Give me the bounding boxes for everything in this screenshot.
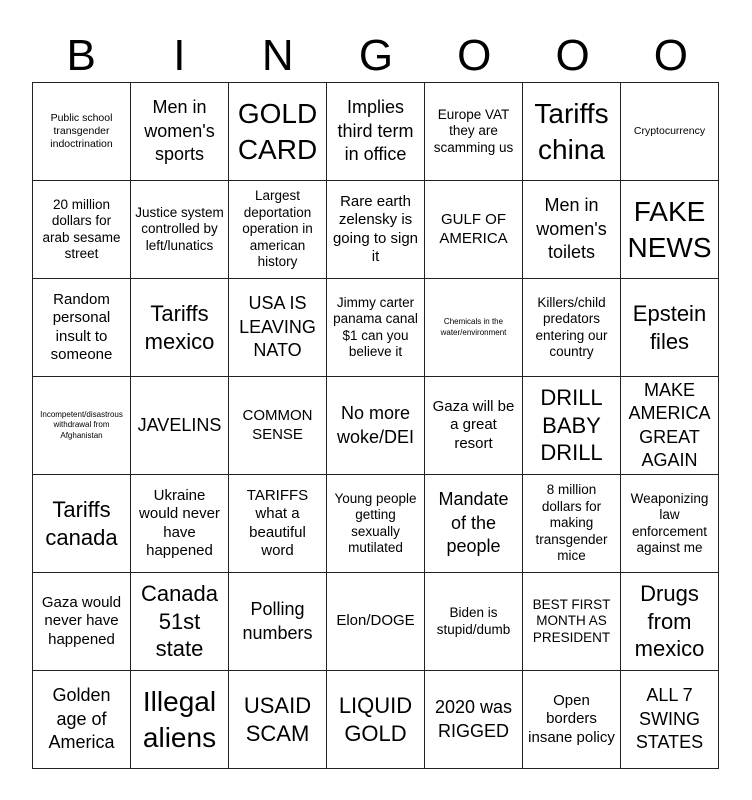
bingo-cell[interactable] [523, 181, 621, 279]
bingo-cell[interactable] [229, 573, 327, 671]
bingo-cell[interactable] [523, 83, 621, 181]
bingo-cell[interactable] [327, 671, 425, 769]
bingo-cell[interactable] [425, 671, 523, 769]
bingo-cell[interactable] [621, 83, 719, 181]
cell-text: Drugs from mexico [634, 581, 705, 662]
cell-text: 2020 was RIGGED [434, 697, 513, 741]
bingo-header [32, 30, 720, 82]
bingo-cell[interactable] [523, 377, 621, 475]
bingo-card [32, 82, 719, 769]
bingo-cell[interactable] [131, 181, 229, 279]
cell-text: Epstein files [632, 301, 707, 354]
bingo-cell[interactable] [523, 279, 621, 377]
bingo-cell[interactable] [621, 573, 719, 671]
cell-text: Tariffs china [534, 97, 609, 165]
bingo-cell[interactable] [327, 279, 425, 377]
cell-text: ALL 7 SWING STATES [635, 685, 704, 753]
cell-text: No more woke/DEI [336, 403, 415, 447]
bingo-cell[interactable] [33, 279, 131, 377]
cell-text: Young people getting sexually mutilated [334, 490, 417, 555]
bingo-cell[interactable] [229, 377, 327, 475]
cell-text: Cryptocurrency [633, 125, 706, 138]
bingo-cell[interactable] [621, 377, 719, 475]
bingo-cell[interactable] [131, 475, 229, 573]
cell-text: Ukraine would never have happened [139, 486, 220, 559]
header-letter-n: N [261, 31, 294, 80]
header-letter-b: B [66, 31, 96, 80]
cell-text: 8 million dollars for making transgender mice [535, 482, 608, 564]
bingo-cell[interactable] [33, 475, 131, 573]
bingo-cell[interactable] [425, 475, 523, 573]
bingo-cell[interactable] [229, 475, 327, 573]
cell-text: Mandate of the people [438, 489, 509, 557]
bingo-cell[interactable] [33, 671, 131, 769]
cell-text: Jimmy carter panama canal $1 can you believe it [333, 294, 418, 359]
cell-text: Gaza will be a great resort [432, 398, 515, 452]
cell-text: Chemicals in the water/environment [440, 317, 507, 337]
bingo-cell[interactable] [621, 279, 719, 377]
bingo-cell[interactable] [621, 181, 719, 279]
cell-text: Open borders insane policy [528, 692, 615, 746]
cell-text: Gaza would never have happened [41, 594, 122, 648]
cell-text: Tariffs canada [45, 497, 118, 550]
cell-text: Europe VAT they are scamming us [433, 106, 514, 155]
header-letter-o-1: O [457, 31, 492, 80]
bingo-cell[interactable] [229, 181, 327, 279]
cell-text: GOLD CARD [237, 97, 318, 165]
header-letter-o-2: O [555, 31, 590, 80]
cell-text: Illegal aliens [142, 685, 217, 753]
bingo-cell[interactable] [229, 279, 327, 377]
cell-text: LIQUID GOLD [338, 693, 413, 746]
cell-text: Implies third term in office [337, 97, 414, 165]
cell-text: Incompetent/disastrous withdrawal from Afghanistan [40, 409, 123, 440]
bingo-cell[interactable] [131, 377, 229, 475]
bingo-cell[interactable] [327, 377, 425, 475]
cell-text: Largest deportation operation in american history [242, 188, 313, 270]
cell-text: Canada 51st state [140, 581, 219, 662]
bingo-cell[interactable] [33, 377, 131, 475]
bingo-cell[interactable] [131, 573, 229, 671]
cell-text: TARIFFS what a beautiful word [246, 486, 309, 559]
bingo-cell[interactable] [523, 671, 621, 769]
cell-text: DRILL BABY DRILL [540, 385, 603, 466]
cell-text: Golden age of America [48, 685, 115, 753]
bingo-cell[interactable] [621, 475, 719, 573]
bingo-cell[interactable] [33, 181, 131, 279]
cell-text: USAID SCAM [243, 693, 312, 746]
bingo-cell[interactable] [131, 279, 229, 377]
cell-text: Killers/child predators entering our country [535, 294, 608, 359]
cell-text: Biden is stupid/dumb [436, 605, 511, 637]
cell-text: Elon/DOGE [336, 612, 415, 630]
bingo-cell[interactable] [131, 671, 229, 769]
cell-text: MAKE AMERICA GREAT AGAIN [628, 379, 711, 470]
bingo-cell[interactable] [327, 573, 425, 671]
bingo-cell[interactable] [327, 181, 425, 279]
cell-text: FAKE NEWS [627, 195, 712, 263]
bingo-cell[interactable] [33, 83, 131, 181]
bingo-cell[interactable] [425, 279, 523, 377]
cell-text: Men in women's toilets [536, 195, 607, 263]
bingo-cell[interactable] [425, 377, 523, 475]
cell-text: Public school transgender indoctrination [50, 112, 113, 150]
cell-text: Men in women's sports [144, 97, 215, 165]
cell-text: Random personal insult to someone [50, 290, 113, 363]
bingo-cell[interactable] [621, 671, 719, 769]
cell-text: 20 million dollars for arab sesame street [42, 196, 121, 261]
bingo-cell[interactable] [425, 573, 523, 671]
cell-text: COMMON SENSE [242, 407, 313, 443]
cell-text: USA IS LEAVING NATO [239, 293, 316, 361]
cell-text: Tariffs mexico [144, 301, 215, 354]
bingo-cell[interactable] [425, 181, 523, 279]
bingo-cell[interactable] [425, 83, 523, 181]
cell-text: Polling numbers [242, 599, 313, 643]
bingo-cell[interactable] [523, 475, 621, 573]
bingo-cell[interactable] [327, 475, 425, 573]
bingo-cell[interactable] [327, 83, 425, 181]
bingo-cell[interactable] [523, 573, 621, 671]
bingo-cell[interactable] [229, 83, 327, 181]
bingo-cell[interactable] [131, 83, 229, 181]
cell-text: Rare earth zelensky is going to sign it [332, 192, 419, 265]
cell-text: Justice system controlled by left/lunatics [135, 204, 224, 253]
bingo-cell[interactable] [229, 671, 327, 769]
bingo-cell[interactable] [33, 573, 131, 671]
cell-text: Weaponizing law enforcement against me [630, 490, 709, 555]
cell-text: BEST FIRST MONTH AS PRESIDENT [532, 596, 611, 645]
header-letter-g: G [358, 31, 394, 80]
header-letter-i: I [173, 31, 186, 80]
header-letter-o-3: O [653, 31, 688, 80]
cell-text: JAVELINS [137, 414, 222, 435]
cell-text: GULF OF AMERICA [439, 211, 508, 247]
